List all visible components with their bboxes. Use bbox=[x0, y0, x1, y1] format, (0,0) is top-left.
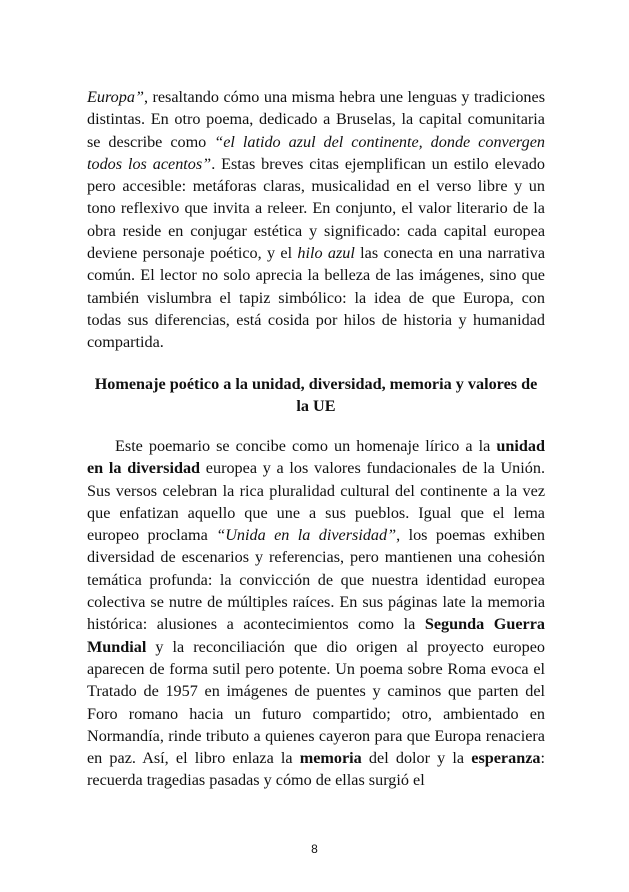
bold-run: Segunda Guerra Mundial bbox=[87, 615, 545, 656]
text-run: Este poemario se concibe como un homenaje lírico a la bbox=[115, 437, 497, 455]
text-run: europea y a los valores fundacionales de la Unión. Sus versos celebran la rica pluralidad cultural del continente a la vez que enfatizan aquello que une a sus pueblos. Igual que el lema europeo proclama bbox=[87, 459, 546, 545]
italic-run: “Unida en la diversidad” bbox=[216, 526, 397, 545]
bold-run: memoria bbox=[299, 749, 362, 768]
italic-run: hilo azul bbox=[297, 244, 355, 263]
italic-run: “el latido azul del continente, donde convergen todos los acentos” bbox=[87, 132, 545, 173]
body-paragraph bbox=[87, 435, 545, 792]
bold-run: unidad en la diversidad bbox=[87, 437, 545, 478]
text-run: : recuerda tragedias pasadas y cómo de ellas surgió el bbox=[87, 749, 545, 790]
text-run: , los poemas exhiben diversidad de escenarios y referencias, pero mantienen una cohesión temática profunda: la convicción de que nuestra identidad europea colectiva se nutre de múltiples raíces. En sus páginas late la memoria histórica: alusiones a acontecimientos como la bbox=[87, 526, 545, 634]
text-run: . Estas breves citas ejemplifican un estilo elevado pero accesible: metáforas claras, musicalidad en el verso libre y un tono reflexivo que invita a releer. En conjunto, el valor literario de la obra reside en conjugar estética y significado: cada capital europea deviene personaje poético, y el bbox=[87, 154, 545, 263]
page-number: 8 bbox=[311, 842, 318, 856]
bold-run: esperanza bbox=[471, 749, 541, 768]
text-run: y la reconciliación que dio origen al proyecto europeo aparecen de forma sutil pero potente. Un poema sobre Roma evoca el Tratado de 1957 en imágenes de puentes y caminos que parten del Foro romano hacia un futuro compartido; otro, ambientado en Normandía, rinde tributo a quienes cayeron para que Europa renaciera en paz. Así, el libro enlaza la bbox=[87, 637, 545, 768]
text-run: las conecta en una narrativa común. El lector no solo aprecia la belleza de las imágenes, sino que también vislumbra el tapiz simbólico: la idea de que Europa, con todas sus diferencias, está cosida por hilos de historia y humanidad compartida. bbox=[87, 244, 546, 352]
italic-run: Europa” bbox=[87, 88, 144, 106]
text-run: , resaltando cómo una misma hebra une lenguas y tradiciones distintas. En otro poema, dedicado a Bruselas, la capital comunitaria se describe como bbox=[87, 88, 545, 151]
text-run: del dolor y la bbox=[361, 749, 472, 768]
body-paragraph bbox=[87, 86, 545, 354]
section-heading: Homenaje poético a la unidad, diversidad, memoria y valores de la UE bbox=[94, 375, 538, 416]
